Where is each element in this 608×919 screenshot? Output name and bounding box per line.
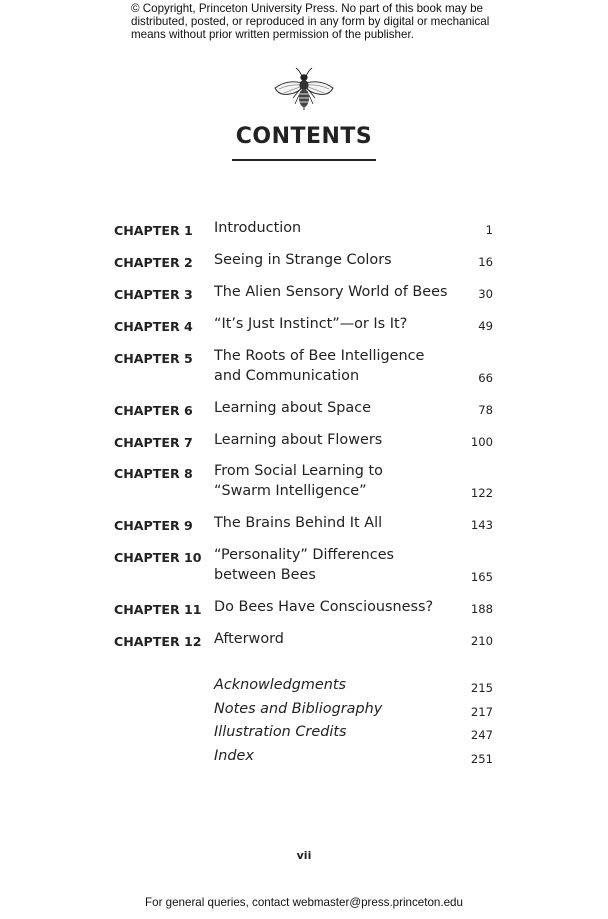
chapter-title [214, 430, 382, 450]
copyright-line: © Copyright, Princeton University Press. No part of this book may be [131, 2, 483, 15]
chapter-page-number: 78 [478, 403, 493, 417]
chapter-title [214, 461, 383, 501]
chapter-title-line: The Roots of Bee Intelligence [214, 348, 425, 364]
chapter-title [214, 398, 371, 418]
chapter-title [214, 513, 382, 533]
chapter-title-line: and Communication [214, 368, 360, 384]
page-number: vii [296, 849, 312, 862]
chapter-page-number: 16 [478, 255, 493, 269]
chapter-title-line: Do Bees Have Consciousness? [214, 599, 434, 615]
back-matter-title: Illustration Credits [214, 724, 347, 740]
back-matter-title: Index [214, 748, 254, 764]
chapter-page-number: 122 [470, 486, 493, 500]
chapter-page-number: 100 [470, 435, 493, 449]
chapter-title-line: Introduction [214, 220, 302, 236]
chapter-title [214, 545, 394, 585]
chapter-page-number: 165 [470, 570, 493, 584]
chapter-title [214, 250, 392, 270]
copyright-line: means without prior written permission of the publisher. [131, 28, 414, 41]
chapter-label: CHAPTER 12 [114, 634, 202, 649]
chapter-page-number: 143 [470, 518, 493, 532]
chapter-label: CHAPTER 8 [114, 466, 193, 481]
chapter-page-number: 66 [478, 371, 493, 385]
chapter-title-line: The Brains Behind It All [214, 515, 383, 531]
chapter-title-line: between Bees [214, 567, 316, 583]
chapter-title [214, 282, 447, 302]
back-matter-title: Notes and Bibliography [214, 701, 383, 717]
chapter-label: CHAPTER 9 [114, 518, 193, 533]
chapter-title-line: “It’s Just Instinct”—or Is It? [214, 316, 408, 332]
chapter-page-number: 1 [485, 223, 493, 237]
back-matter-page-number: 247 [470, 728, 493, 742]
chapter-label: CHAPTER 11 [114, 602, 202, 617]
bee-icon [273, 66, 335, 112]
copyright-line: distributed, posted, or reproduced in any form by digital or mechanical [131, 15, 490, 28]
chapter-title-line: Afterword [214, 631, 284, 647]
chapter-title [214, 346, 424, 386]
page-title: CONTENTS [235, 124, 373, 149]
chapter-title [214, 218, 301, 238]
chapter-page-number: 188 [470, 602, 493, 616]
back-matter-page-number: 215 [470, 681, 493, 695]
chapter-label: CHAPTER 1 [114, 223, 193, 238]
footer-contact: For general queries, contact webmaster@press.princeton.edu [145, 896, 463, 909]
chapter-title [214, 629, 284, 649]
chapter-title-line: “Personality” Differences [214, 547, 395, 563]
chapter-title [214, 597, 433, 617]
chapter-title-line: From Social Learning to [214, 463, 383, 479]
chapter-label: CHAPTER 4 [114, 319, 193, 334]
chapter-title-line: Learning about Flowers [214, 432, 383, 448]
back-matter-title: Acknowledgments [214, 677, 347, 693]
chapter-page-number: 30 [478, 287, 493, 301]
chapter-label: CHAPTER 3 [114, 287, 193, 302]
chapter-title-line: The Alien Sensory World of Bees [214, 284, 448, 300]
title-rule [232, 159, 376, 161]
chapter-title-line: Learning about Space [214, 400, 371, 416]
back-matter-page-number: 251 [470, 752, 493, 766]
chapter-title [214, 314, 407, 334]
chapter-label: CHAPTER 2 [114, 255, 193, 270]
chapter-title-line: Seeing in Strange Colors [214, 252, 392, 268]
copyright-notice [131, 2, 501, 41]
chapter-label: CHAPTER 10 [114, 550, 202, 565]
chapter-page-number: 210 [470, 634, 493, 648]
chapter-page-number: 49 [478, 319, 493, 333]
chapter-label: CHAPTER 6 [114, 403, 193, 418]
chapter-label: CHAPTER 5 [114, 351, 193, 366]
chapter-label: CHAPTER 7 [114, 435, 193, 450]
back-matter-page-number: 217 [470, 705, 493, 719]
chapter-title-line: “Swarm Intelligence” [214, 483, 367, 499]
